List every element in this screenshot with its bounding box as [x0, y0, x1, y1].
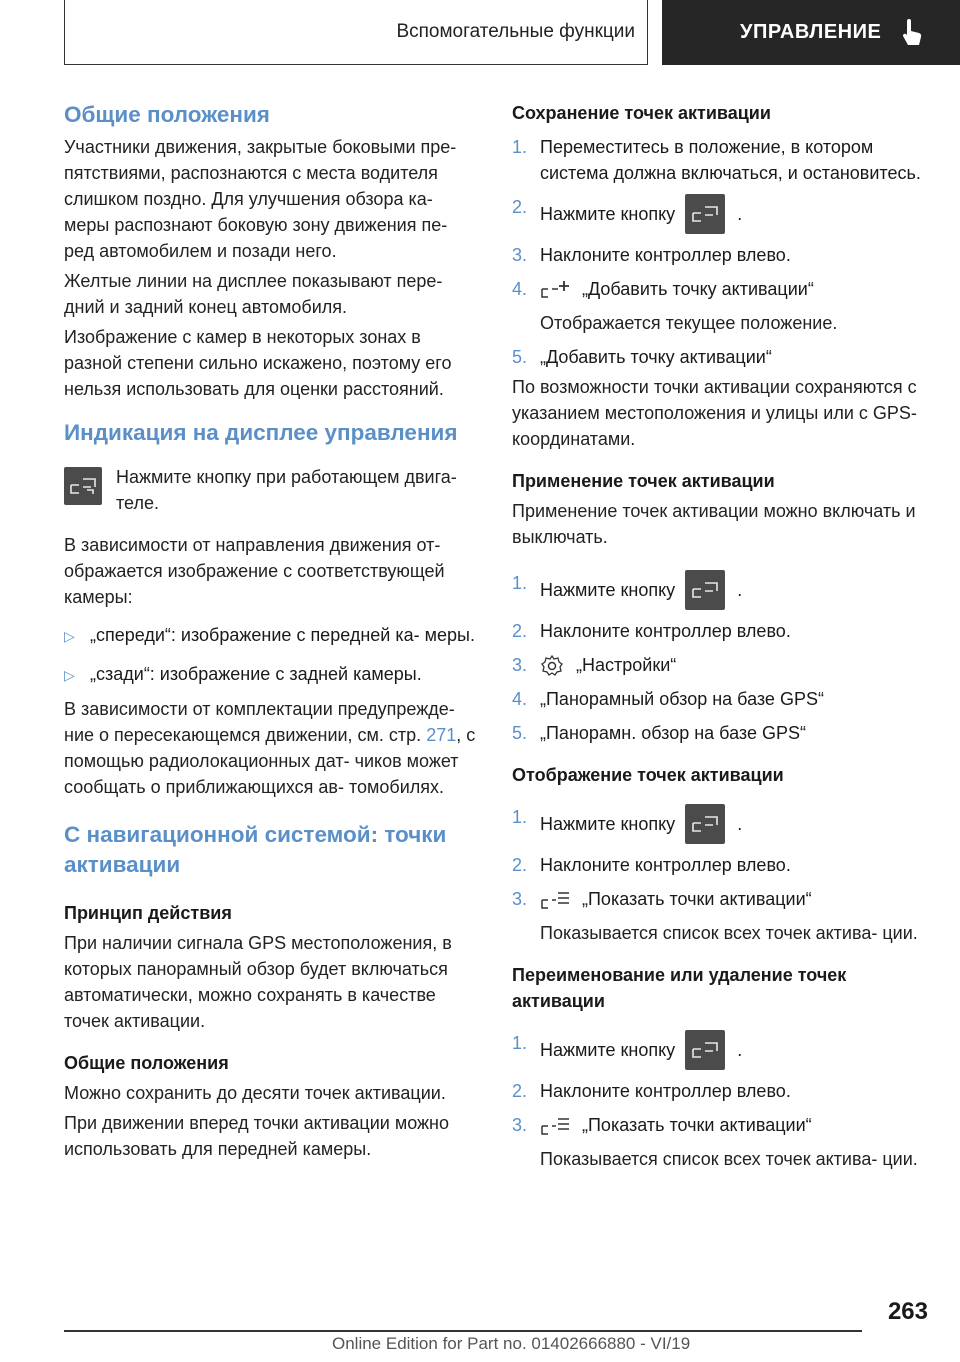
hand-pointer-icon: [901, 19, 923, 47]
save-step-3: 3. Наклоните контроллер влево.: [512, 245, 791, 265]
save-step-1: 1. Переместитесь в положение, в котором система должна включаться, и остановитесь.: [512, 137, 921, 183]
heading-show-points: Отображение точек активации: [512, 765, 784, 786]
camera-view-button-icon: [685, 1030, 725, 1070]
heading-general: Общие положения: [64, 102, 270, 127]
paragraph-apply: Применение точек активации можно включать и выключать.: [512, 501, 916, 547]
save-substep-current: Отображается текущее положение.: [540, 313, 838, 333]
paragraph-front-camera: При движении вперед точки активации можно использовать для передней камеры.: [64, 1113, 449, 1159]
paragraph-save-info: По возможности точки активации сохраняются с указанием местоположения и улицы или с GPS-координатами.: [512, 377, 917, 449]
camera-view-button-icon: [685, 194, 725, 234]
rename-substep-list: Показывается список всех точек актива- ции.: [540, 1149, 918, 1170]
paragraph-general-2: Желтые линии на дисплее показывают пере- дний и задний конец автомобиля.: [64, 271, 443, 317]
camera-view-button-icon: [685, 570, 725, 610]
save-step-4: 4. „Добавить точку активации“: [512, 276, 932, 302]
apply-step-3: 3. „Настройки“: [512, 652, 932, 678]
heading-apply-points: Применение точек активации: [512, 471, 775, 491]
rename-step-3: 3. „Показать точки активации“: [512, 1112, 932, 1138]
press-button-text: Нажмите кнопку при работающем двига- теле.: [116, 467, 457, 513]
heading-principle: Принцип действия: [64, 903, 232, 923]
paragraph-general-3: Изображение с камер в некоторых зонах в разной степени сильно искажено, поэтому его нельзя использовать для оценки расстояний.: [64, 327, 452, 399]
add-activation-point-icon: [540, 279, 570, 301]
rename-step-1: 1. Нажмите кнопку .: [512, 1030, 932, 1070]
left-column: [64, 100, 480, 1162]
heading-indication: Индикация на дисплее управления: [64, 420, 458, 445]
page-link-271[interactable]: 271: [426, 725, 457, 745]
right-column: [512, 100, 932, 1172]
header-chapter-box: [662, 0, 960, 65]
page-number: 263: [887, 1298, 928, 1325]
apply-step-4: 4. „Панорамный обзор на базе GPS“: [512, 689, 824, 710]
footer-edition: Online Edition for Part no. 01402666880 - VI/19: [332, 1334, 691, 1353]
show-step-3: 3. „Показать точки активации“: [512, 886, 932, 912]
heading-general-2: Общие положения: [64, 1053, 229, 1073]
show-substep-list: Показывается список всех точек актива- ции.: [540, 923, 918, 944]
paragraph-principle: При наличии сигнала GPS местоположения, в которых панорамный обзор будет включаться автоматически, можно сохранять в качестве точек активации.: [64, 933, 452, 1031]
gear-icon: [540, 654, 564, 678]
heading-save-points: Сохранение точек активации: [512, 103, 771, 123]
bullet-front: ▷ „спереди“: изображение с передней ка- меры.: [64, 622, 480, 649]
list-points-icon: [540, 1116, 570, 1138]
list-points-icon: [540, 890, 570, 912]
rename-step-2: 2. Наклоните контроллер влево.: [512, 1081, 791, 1102]
triangle-bullet-icon: ▷: [64, 667, 75, 683]
header-section-title: Вспомогательные функции: [396, 21, 635, 42]
apply-step-2: 2. Наклоните контроллер влево.: [512, 621, 791, 641]
apply-step-5: 5. „Панорамн. обзор на базе GPS“: [512, 723, 806, 744]
header-section-box: [64, 0, 648, 65]
header-chapter-title: УПРАВЛЕНИЕ: [740, 21, 882, 43]
bullet-rear: ▷ „сзади“: изображение с задней камеры.: [64, 661, 480, 688]
show-step-1: 1. Нажмите кнопку .: [512, 804, 932, 844]
show-step-2: 2. Наклоните контроллер влево.: [512, 855, 791, 876]
heading-rename-points: Переименование или удаление точек активации: [512, 965, 847, 1012]
paragraph-direction: В зависимости от направления движения от- ображается изображение с соответствующей камеры:: [64, 535, 445, 607]
triangle-bullet-icon: ▷: [64, 628, 75, 644]
footer-divider: [64, 1330, 862, 1332]
heading-navigation: С навигационной системой: точки активации: [64, 822, 447, 877]
save-step-2: 2. Нажмите кнопку .: [512, 194, 932, 234]
camera-view-button-icon: [685, 804, 725, 844]
camera-view-button-icon: [64, 467, 102, 505]
save-step-5: 5. „Добавить точку активации“: [512, 347, 772, 367]
paragraph-max-points: Можно сохранить до десяти точек активации.: [64, 1083, 446, 1103]
press-button-row: [64, 464, 480, 516]
paragraph-general-1: Участники движения, закрытые боковыми пре- пятствиями, распознаются с места водителя слишком поздно. Для улучшения обзора ка- меры распознают боковую зону движения пе- ред автомобилем и позади него.: [64, 137, 457, 261]
apply-step-1: 1. Нажмите кнопку .: [512, 570, 932, 610]
paragraph-cross-traffic: В зависимости от комплектации предупрежде- ние о пересекающемся движении, см. стр. 271, с помощью радиолокационных дат- чиков может сообщать о приближающихся ав- томобилях.: [64, 699, 476, 797]
